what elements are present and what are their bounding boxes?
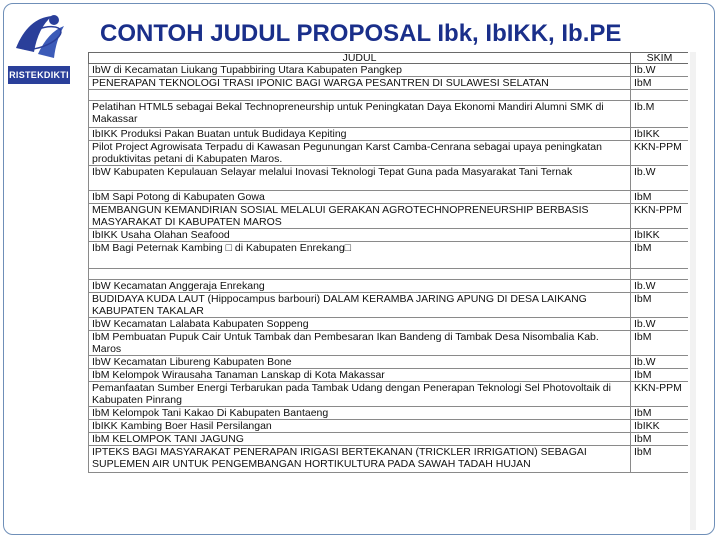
proposal-table-container: [88, 52, 688, 530]
table-row: [89, 166, 689, 191]
cell-judul: Pelatihan HTML5 sebagai Bekal Technopreneurship untuk Peningkatan Daya Ekonomi Mandiri Alumni SMK di Makassar: [89, 101, 631, 128]
table-row: [89, 191, 689, 204]
cell-judul: IbM Kelompok Tani Kakao Di Kabupaten Bantaeng: [89, 407, 631, 420]
ristekdikti-emblem-icon: [8, 8, 70, 66]
table-row: [89, 293, 689, 318]
page-title: CONTOH JUDUL PROPOSAL Ibk, IbIKK, Ib.PE: [100, 20, 622, 47]
table-row: [89, 446, 689, 473]
cell-judul: IbM Sapi Potong di Kabupaten Gowa: [89, 191, 631, 204]
table-scrollbar[interactable]: [690, 52, 696, 530]
cell-skim: IbM: [631, 293, 689, 318]
table-row: [89, 318, 689, 331]
cell-judul: IbW Kabupaten Kepulauan Selayar melalui Inovasi Teknologi Tepat Guna pada Masyarakat Tani Ternak: [89, 166, 631, 191]
cell-judul: Pilot Project Agrowisata Terpadu di Kawasan Pegunungan Karst Camba-Cenrana sebagai upaya peningkatan produktivitas petani di Kabupaten Maros.: [89, 141, 631, 166]
table-row: [89, 280, 689, 293]
logo-text: RISTEKDIKTI: [8, 66, 70, 84]
cell-judul: IbM Kelompok Wirausaha Tanaman Lanskap di Kota Makassar: [89, 369, 631, 382]
cell-judul: PENERAPAN TEKNOLOGI TRASI IPONIC BAGI WARGA PESANTREN DI SULAWESI SELATAN: [89, 77, 631, 90]
cell-skim: Ib.W: [631, 318, 689, 331]
cell-skim: IbM: [631, 369, 689, 382]
table-row: [89, 420, 689, 433]
cell-skim: KKN-PPM: [631, 204, 689, 229]
cell-skim: IbIKK: [631, 128, 689, 141]
cell-skim: IbIKK: [631, 229, 689, 242]
table-row: [89, 229, 689, 242]
cell-judul: BUDIDAYA KUDA LAUT (Hippocampus barbouri) DALAM KERAMBA JARING APUNG DI DESA LAIKANG KABUPATEN TAKALAR: [89, 293, 631, 318]
table-row: [89, 204, 689, 229]
ristekdikti-logo: [8, 8, 78, 88]
table-row: [89, 77, 689, 90]
cell-skim: IbM: [631, 77, 689, 90]
table-row-empty: [89, 90, 689, 101]
table-row: [89, 407, 689, 420]
cell-skim: IbM: [631, 407, 689, 420]
cell-skim: [631, 90, 689, 101]
header-skim: SKIM: [631, 53, 689, 64]
table-row: [89, 141, 689, 166]
table-row: [89, 101, 689, 128]
table-row: [89, 128, 689, 141]
cell-skim: Ib.W: [631, 64, 689, 77]
cell-skim: IbM: [631, 331, 689, 356]
cell-skim: [631, 269, 689, 280]
table-row: [89, 242, 689, 269]
cell-judul: IbIKK Kambing Boer Hasil Persilangan: [89, 420, 631, 433]
cell-judul: IbIKK Produksi Pakan Buatan untuk Budidaya Kepiting: [89, 128, 631, 141]
header-judul: JUDUL: [89, 53, 631, 64]
cell-skim: IbM: [631, 191, 689, 204]
cell-skim: Ib.W: [631, 356, 689, 369]
cell-skim: IbIKK: [631, 420, 689, 433]
table-row: [89, 64, 689, 77]
cell-skim: Ib.M: [631, 101, 689, 128]
table-row: [89, 356, 689, 369]
cell-judul: [89, 269, 631, 280]
table-row: [89, 433, 689, 446]
cell-judul: [89, 90, 631, 101]
table-row-empty: [89, 269, 689, 280]
cell-skim: KKN-PPM: [631, 141, 689, 166]
table-row: [89, 382, 689, 407]
cell-skim: IbM: [631, 433, 689, 446]
cell-judul: IbM Pembuatan Pupuk Cair Untuk Tambak dan Pembesaran Ikan Bandeng di Tambak Desa Nisombalia Kab. Maros: [89, 331, 631, 356]
cell-judul: IbM Bagi Peternak Kambing □ di Kabupaten Enrekang□: [89, 242, 631, 269]
cell-judul: IbM KELOMPOK TANI JAGUNG: [89, 433, 631, 446]
cell-skim: Ib.W: [631, 166, 689, 191]
proposal-table: [88, 52, 688, 473]
cell-judul: IPTEKS BAGI MASYARAKAT PENERAPAN IRIGASI BERTEKANAN (TRICKLER IRRIGATION) SEBAGAI SUPLEMEN AIR UNTUK PENGEMBANGAN HORTIKULTURA PADA SAWAH TADAH HUJAN: [89, 446, 631, 473]
cell-skim: Ib.W: [631, 280, 689, 293]
table-row: [89, 369, 689, 382]
cell-skim: KKN-PPM: [631, 382, 689, 407]
cell-judul: MEMBANGUN KEMANDIRIAN SOSIAL MELALUI GERAKAN AGROTECHNOPRENEURSHIP BERBASIS MASYARAKAT DI KABUPATEN MAROS: [89, 204, 631, 229]
cell-skim: IbM: [631, 446, 689, 473]
cell-judul: IbW Kecamatan Anggeraja Enrekang: [89, 280, 631, 293]
cell-judul: IbW Kecamatan Lalabata Kabupaten Soppeng: [89, 318, 631, 331]
cell-judul: IbIKK Usaha Olahan Seafood: [89, 229, 631, 242]
cell-skim: IbM: [631, 242, 689, 269]
cell-judul: Pemanfaatan Sumber Energi Terbarukan pada Tambak Udang dengan Penerapan Teknologi Sel Photovoltaik di Kabupaten Pinrang: [89, 382, 631, 407]
cell-judul: IbW Kecamatan Libureng Kabupaten Bone: [89, 356, 631, 369]
table-header-row: [89, 53, 689, 64]
table-row: [89, 331, 689, 356]
cell-judul: IbW di Kecamatan Liukang Tupabbiring Utara Kabupaten Pangkep: [89, 64, 631, 77]
